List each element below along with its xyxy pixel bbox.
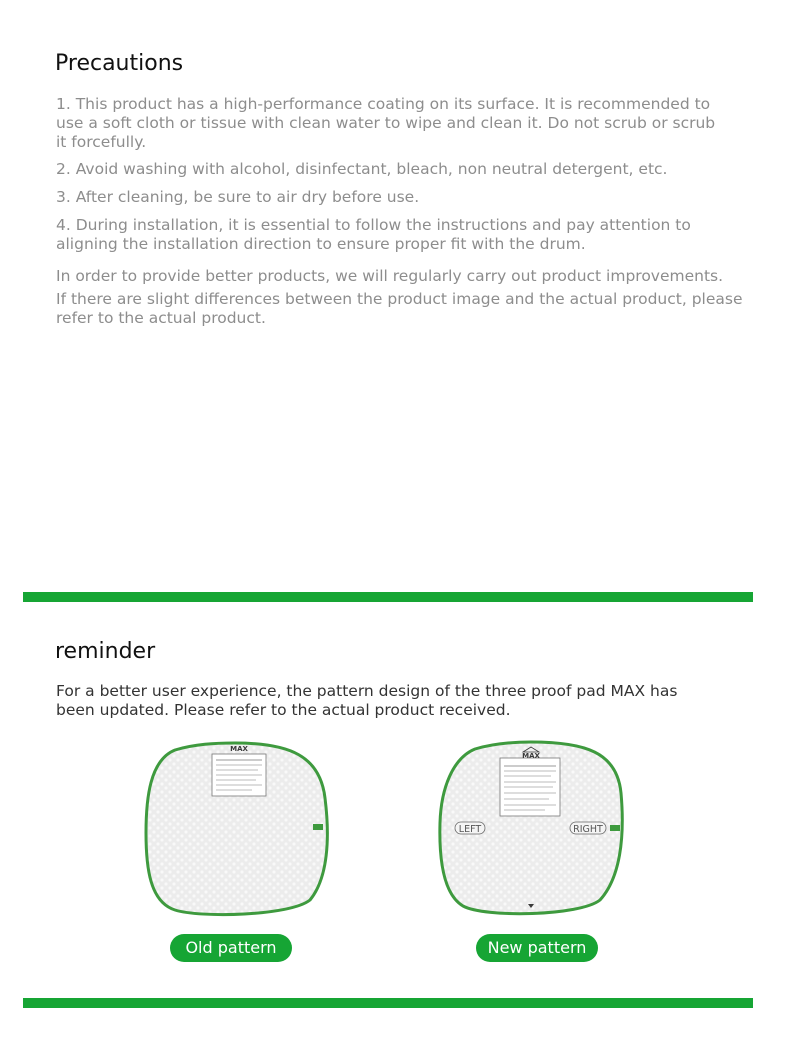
precaution-item-3	[56, 188, 746, 207]
precaution-text: 4. During installation, it is essential to follow the instructions and pay attention to aligning the installation direction to ensure proper fit with the drum.	[56, 216, 691, 253]
notice-text: If there are slight differences between the product image and the actual product, please refer to the actual product.	[56, 290, 743, 327]
new-pad-logo: MAX	[522, 752, 540, 760]
right-tag: RIGHT	[573, 824, 603, 835]
new-pattern-label: New pattern	[476, 934, 598, 962]
precaution-item-2	[56, 160, 746, 179]
left-tag: LEFT	[458, 824, 482, 835]
notice-line-2	[56, 290, 746, 328]
notice-line-1	[56, 267, 746, 286]
old-pattern-pad-image	[140, 738, 332, 920]
precaution-item-4	[56, 216, 746, 254]
precautions-title: Precautions	[55, 51, 184, 76]
old-pattern-label: Old pattern	[170, 934, 292, 962]
reminder-body: For a better user experience, the pattern design of the three proof pad MAX has been updated. Please refer to the actual product received.	[56, 682, 678, 719]
section-divider-bottom	[23, 998, 753, 1008]
notice-text: In order to provide better products, we will regularly carry out product improvements.	[56, 267, 724, 285]
old-label-panel	[212, 754, 266, 796]
precaution-text: 3. After cleaning, be sure to air dry before use.	[56, 188, 420, 206]
section-divider-top	[23, 592, 753, 602]
precaution-text: 2. Avoid washing with alcohol, disinfectant, bleach, non neutral detergent, etc.	[56, 160, 668, 178]
new-pattern-pad-image	[435, 738, 627, 920]
precaution-item-1	[56, 95, 746, 152]
reminder-title: reminder	[55, 639, 156, 664]
old-pad-logo: MAX	[230, 745, 248, 753]
precaution-text: 1. This product has a high-performance coating on its surface. It is recommended to use a soft cloth or tissue with clean water to wipe and clean it. Do not scrub or scrub it forcefully.	[56, 95, 716, 151]
